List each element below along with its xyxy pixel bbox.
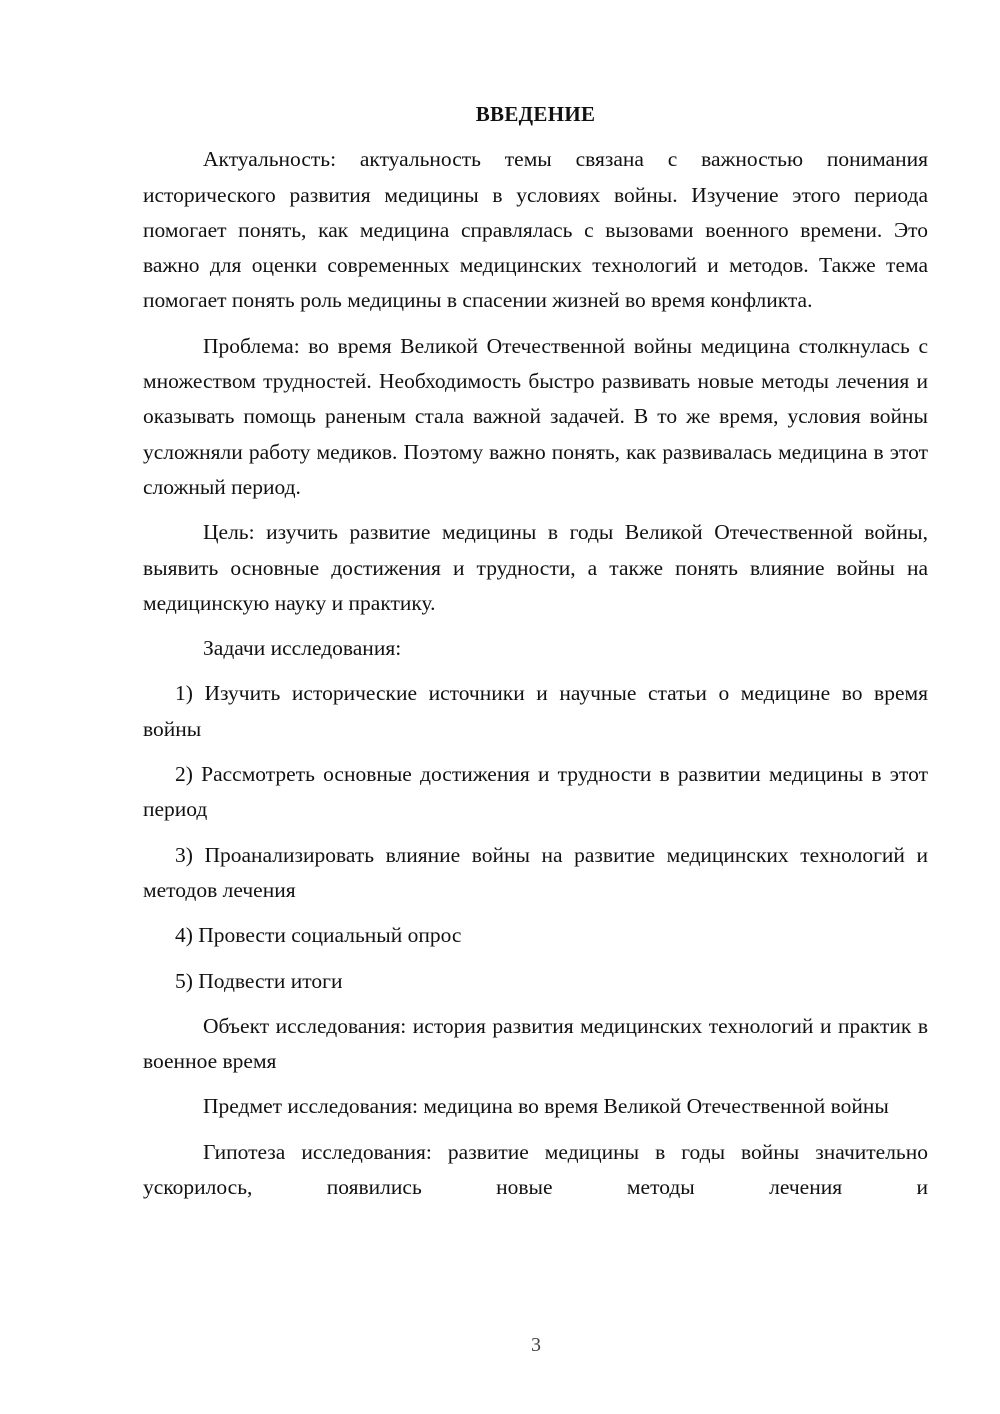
paragraph-hypothesis: Гипотеза исследования: развитие медицины в годы войны значительно ускорилось, появились новые методы лечения и [143, 1139, 928, 1200]
tasks-heading: Задачи исследования: [203, 636, 402, 661]
paragraph-object: Объект исследования: история развития медицинских технологий и практик в военное время [143, 1013, 928, 1074]
task-item-4: 4) Провести социальный опрос [175, 923, 462, 948]
section-title: ВВЕДЕНИЕ [475, 102, 596, 126]
task-item-2: 2) Рассмотреть основные достижения и трудности в развитии медицины в этот период [143, 762, 928, 822]
task-item-3: 3) Проанализировать влияние войны на развитие медицинских технологий и методов лечения [143, 842, 928, 902]
paragraph-relevance: Актуальность: актуальность темы связана с важностью понимания исторического развития медицины в условиях войны. Изучение этого периода помогает понять, как медицина справлялась с вызовами военного времени. Это важно для оценки современных медицинских технологий и методов. Также тема помогает понять роль медицины в спасении жизней во время конфликта. [143, 147, 928, 313]
paragraph-subject: Предмет исследования: медицина во время Великой Отечественной войны [203, 1094, 889, 1119]
task-item-1: 1) Изучить исторические источники и научные статьи о медицине во время войны [143, 681, 928, 741]
paragraph-problem: Проблема: во время Великой Отечественной войны медицина столкнулась с множеством трудностей. Необходимость быстро развивать новые методы лечения и оказывать помощь раненым стала важной задачей. В то же время, условия войны усложняли работу медиков. Поэтому важно понять, как развивалась медицина в этот сложный период. [143, 333, 928, 499]
page-content [143, 97, 928, 1215]
page-number: 3 [531, 1334, 541, 1356]
task-item-5: 5) Подвести итоги [175, 968, 343, 993]
paragraph-goal: Цель: изучить развитие медицины в годы Великой Отечественной войны, выявить основные достижения и трудности, а также понять влияние войны на медицинскую науку и практику. [143, 520, 928, 615]
